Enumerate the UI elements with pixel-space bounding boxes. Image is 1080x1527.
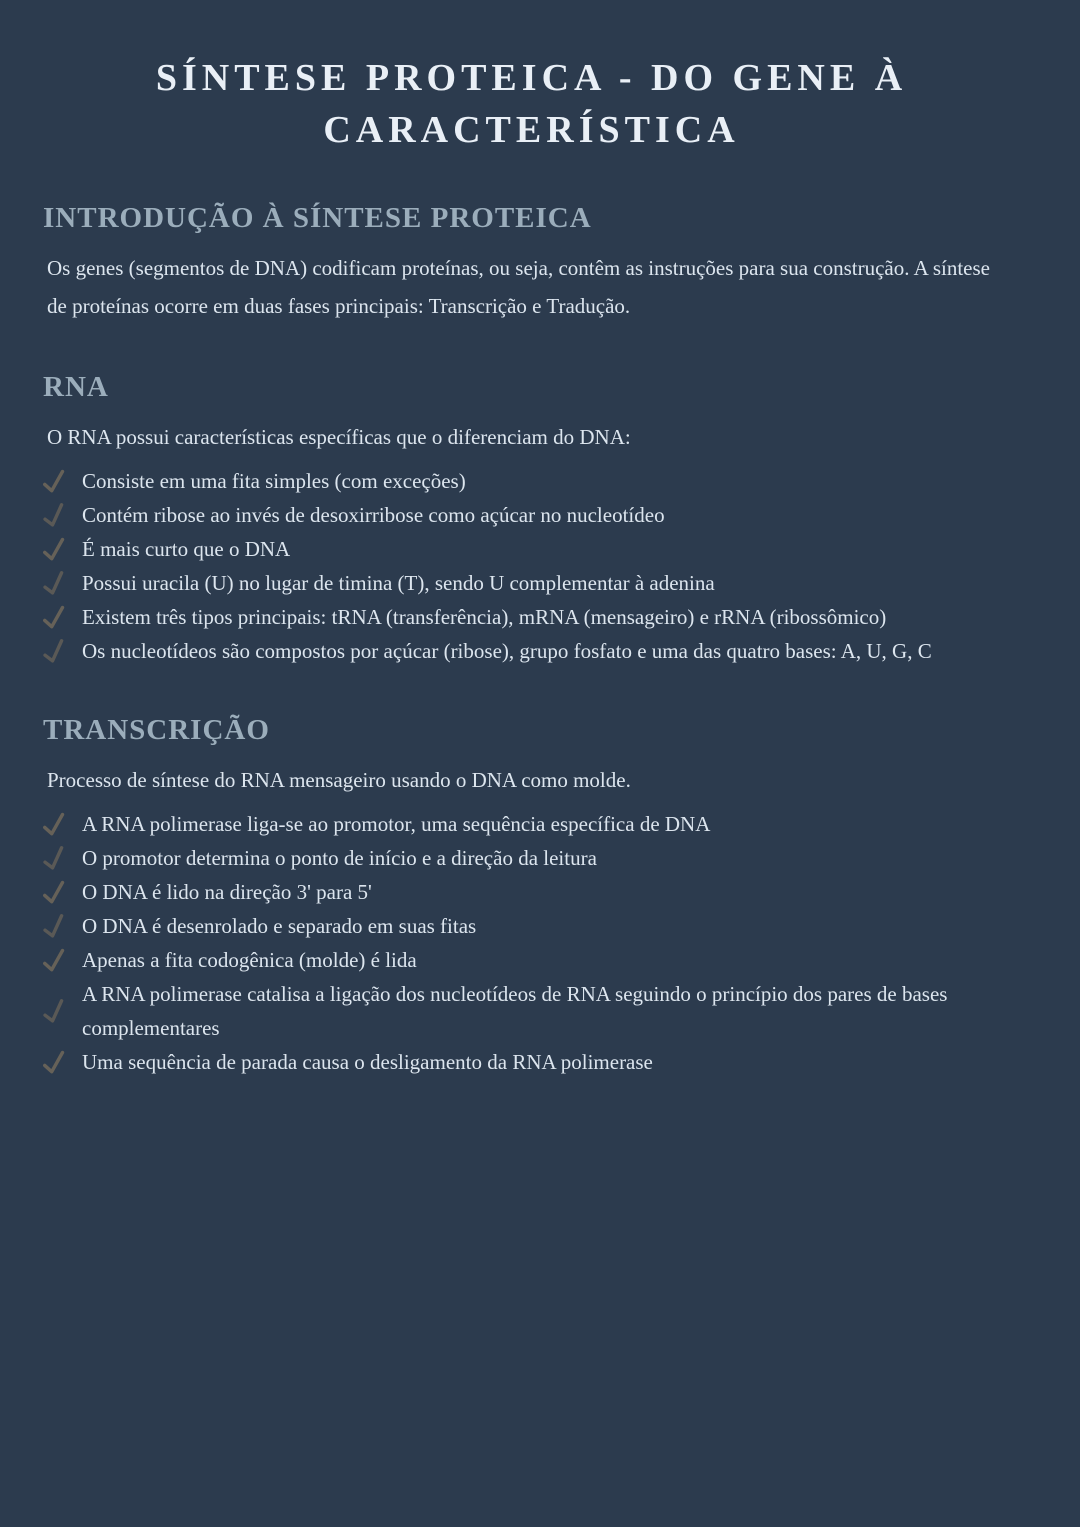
section-paragraph: Processo de síntese do RNA mensageiro usando o DNA como molde. [47,768,631,792]
checklist-item [40,498,1020,532]
page-header [43,52,1020,156]
checklist-item-text: É mais curto que o DNA [82,537,291,561]
section-paragraph: Os genes (segmentos de DNA) codificam proteínas, ou seja, contêm as instruções para sua construção. A síntese de proteínas ocorre em duas fases principais: Transcrição e Tradução. [47,256,990,318]
checklist-item [40,875,1020,909]
checklist-item-text: O promotor determina o ponto de início e a direção da leitura [82,846,597,870]
section-heading: INTRODUÇÃO À SÍNTESE PROTEICA [43,202,592,234]
page-title [63,52,1000,156]
check-icon [40,913,70,940]
checklist-item [40,977,1020,1045]
checklist-item-text: Possui uracila (U) no lugar de timina (T), sendo U complementar à adenina [82,571,715,595]
check-icon [40,879,70,906]
check-icon [40,1049,70,1076]
sections [43,202,1020,1079]
checklist-item [40,1045,1020,1079]
page-title-line2: CARACTERÍSTICA [323,109,740,151]
section-transcricao [43,714,1020,1079]
checklist-item-text: Existem três tipos principais: tRNA (transferência), mRNA (mensageiro) e rRNA (ribossômico) [82,605,887,629]
check-icon [40,998,70,1025]
checklist-item [40,532,1020,566]
checklist-item [40,807,1020,841]
section-introducao [43,202,1020,325]
checklist [40,807,1020,1079]
check-icon [40,947,70,974]
checklist-item-text: Uma sequência de parada causa o desligamento da RNA polimerase [82,1050,653,1074]
checklist-item-text: A RNA polimerase catalisa a ligação dos nucleotídeos de RNA seguindo o princípio dos pares de bases complementares [82,982,948,1040]
check-icon [40,638,70,665]
check-icon [40,536,70,563]
checklist-item-text: Apenas a fita codogênica (molde) é lida [82,948,417,972]
check-icon [40,604,70,631]
checklist-item [40,909,1020,943]
checklist-item-text: Os nucleotídeos são compostos por açúcar (ribose), grupo fosfato e uma das quatro bases: A, U, G, C [82,639,932,663]
section-paragraph: O RNA possui características específicas que o diferenciam do DNA: [47,425,631,449]
check-icon [40,811,70,838]
checklist-item [40,600,1020,634]
checklist-item-text: O DNA é desenrolado e separado em suas fitas [82,914,477,938]
section-heading: RNA [43,371,109,403]
checklist-item [40,634,1020,668]
checklist-item [40,464,1020,498]
checklist-item-text: Contém ribose ao invés de desoxirribose como açúcar no nucleotídeo [82,503,665,527]
checklist-item [40,566,1020,600]
check-icon [40,468,70,495]
check-icon [40,502,70,529]
checklist-item-text: A RNA polimerase liga-se ao promotor, uma sequência específica de DNA [82,812,711,836]
section-rna [43,371,1020,668]
checklist-item-text: Consiste em uma fita simples (com exceções) [82,469,466,493]
check-icon [40,845,70,872]
checklist-item [40,841,1020,875]
page-title-line1: SÍNTESE PROTEICA - DO GENE À [155,57,908,99]
check-icon [40,570,70,597]
checklist-item-text: O DNA é lido na direção 3' para 5' [82,880,372,904]
checklist [40,464,1020,668]
section-heading: TRANSCRIÇÃO [43,714,270,746]
checklist-item [40,943,1020,977]
